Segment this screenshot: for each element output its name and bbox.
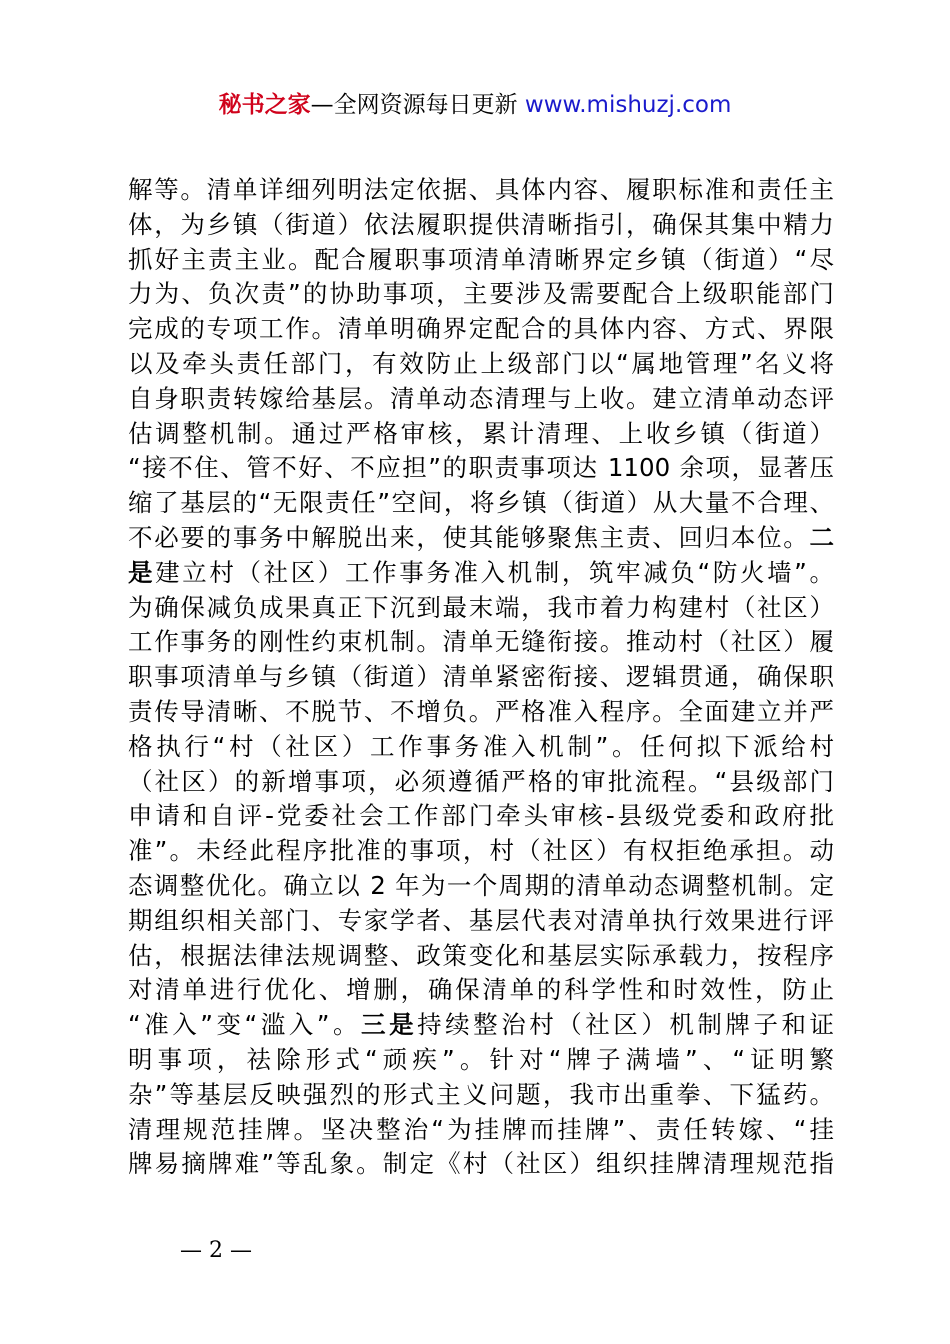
text-line: 态调整优化。确立以 2 年为一个周期的清单动态调整机制。定: [128, 870, 834, 900]
text-line: 格执行“村（社区）工作事务准入机制”。任何拟下派给村: [128, 731, 834, 761]
text-line: “准入”变“滥入”。三是持续整治村（社区）机制牌子和证: [128, 1010, 834, 1040]
text-line: 估，根据法律法规调整、政策变化和基层实际承载力，按程序: [128, 940, 834, 970]
text-line: 完成的专项工作。清单明确界定配合的具体内容、方式、界限: [128, 314, 834, 344]
text-line: “接不住、管不好、不应担”的职责事项达 1100 余项，显著压: [128, 453, 834, 483]
text-line: 不必要的事务中解脱出来，使其能够聚焦主责、回归本位。二: [128, 522, 834, 552]
document-body: [128, 173, 834, 1182]
text-line: 以及牵头责任部门，有效防止上级部门以“属地管理”名义将: [128, 348, 834, 378]
text-line: 职事项清单与乡镇（街道）清单紧密衔接、逻辑贯通，确保职: [128, 662, 834, 692]
emphasis-text: 二: [809, 522, 834, 552]
text-line: 抓好主责主业。配合履职事项清单清晰界定乡镇（街道）“尽: [128, 244, 834, 274]
text-line: 是建立村（社区）工作事务准入机制，筑牢减负“防火墙”。: [128, 557, 834, 587]
text-line: 解等。清单详细列明法定依据、具体内容、履职标准和责任主: [128, 175, 834, 204]
text-line: 估调整机制。通过严格审核，累计清理、上收乡镇（街道）: [128, 418, 834, 448]
emphasis-text: 三是: [361, 1010, 418, 1040]
text-line: 为确保减负成果真正下沉到最末端，我市着力构建村（社区）: [128, 592, 834, 622]
text-line: 体，为乡镇（街道）依法履职提供清晰指引，确保其集中精力: [128, 209, 834, 239]
site-url-link[interactable]: www.mishuzj.com: [524, 92, 732, 118]
text-line: 自身职责转嫁给基层。清单动态清理与上收。建立清单动态评: [128, 383, 834, 413]
text-line: 工作事务的刚性约束机制。清单无缝衔接。推动村（社区）履: [128, 627, 834, 657]
text-line: 缩了基层的“无限责任”空间，将乡镇（街道）从大量不合理、: [128, 488, 834, 518]
text-line: 申请和自评-党委社会工作部门牵头审核-县级党委和政府批: [128, 801, 834, 831]
site-brand: 秘书之家: [218, 92, 311, 118]
text-line: 牌易摘牌难”等乱象。制定《村（社区）组织挂牌清理规范指: [128, 1149, 834, 1179]
text-line: 明事项，祛除形式“顽疾”。针对“牌子满墙”、“证明繁: [128, 1044, 834, 1074]
text-line: 对清单进行优化、增删，确保清单的科学性和时效性，防止: [128, 975, 834, 1005]
page-number: — 2 —: [180, 1238, 252, 1263]
text-line: 力为、负次责”的协助事项，主要涉及需要配合上级职能部门: [128, 279, 834, 309]
text-line: 准”。未经此程序批准的事项，村（社区）有权拒绝承担。动: [128, 836, 834, 866]
text-line: 杂”等基层反映强烈的形式主义问题，我市出重拳、下猛药。: [128, 1079, 834, 1109]
site-header: [0, 88, 950, 122]
emphasis-text: 是: [128, 557, 156, 587]
site-tagline: —全网资源每日更新: [310, 92, 525, 118]
text-line: 责传导清晰、不脱节、不增负。严格准入程序。全面建立并严: [128, 696, 834, 726]
text-line: 期组织相关部门、专家学者、基层代表对清单执行效果进行评: [128, 905, 834, 935]
text-line: （社区）的新增事项，必须遵循严格的审批流程。“县级部门: [128, 766, 834, 796]
text-line: 清理规范挂牌。坚决整治“为挂牌而挂牌”、责任转嫁、“挂: [128, 1114, 834, 1144]
